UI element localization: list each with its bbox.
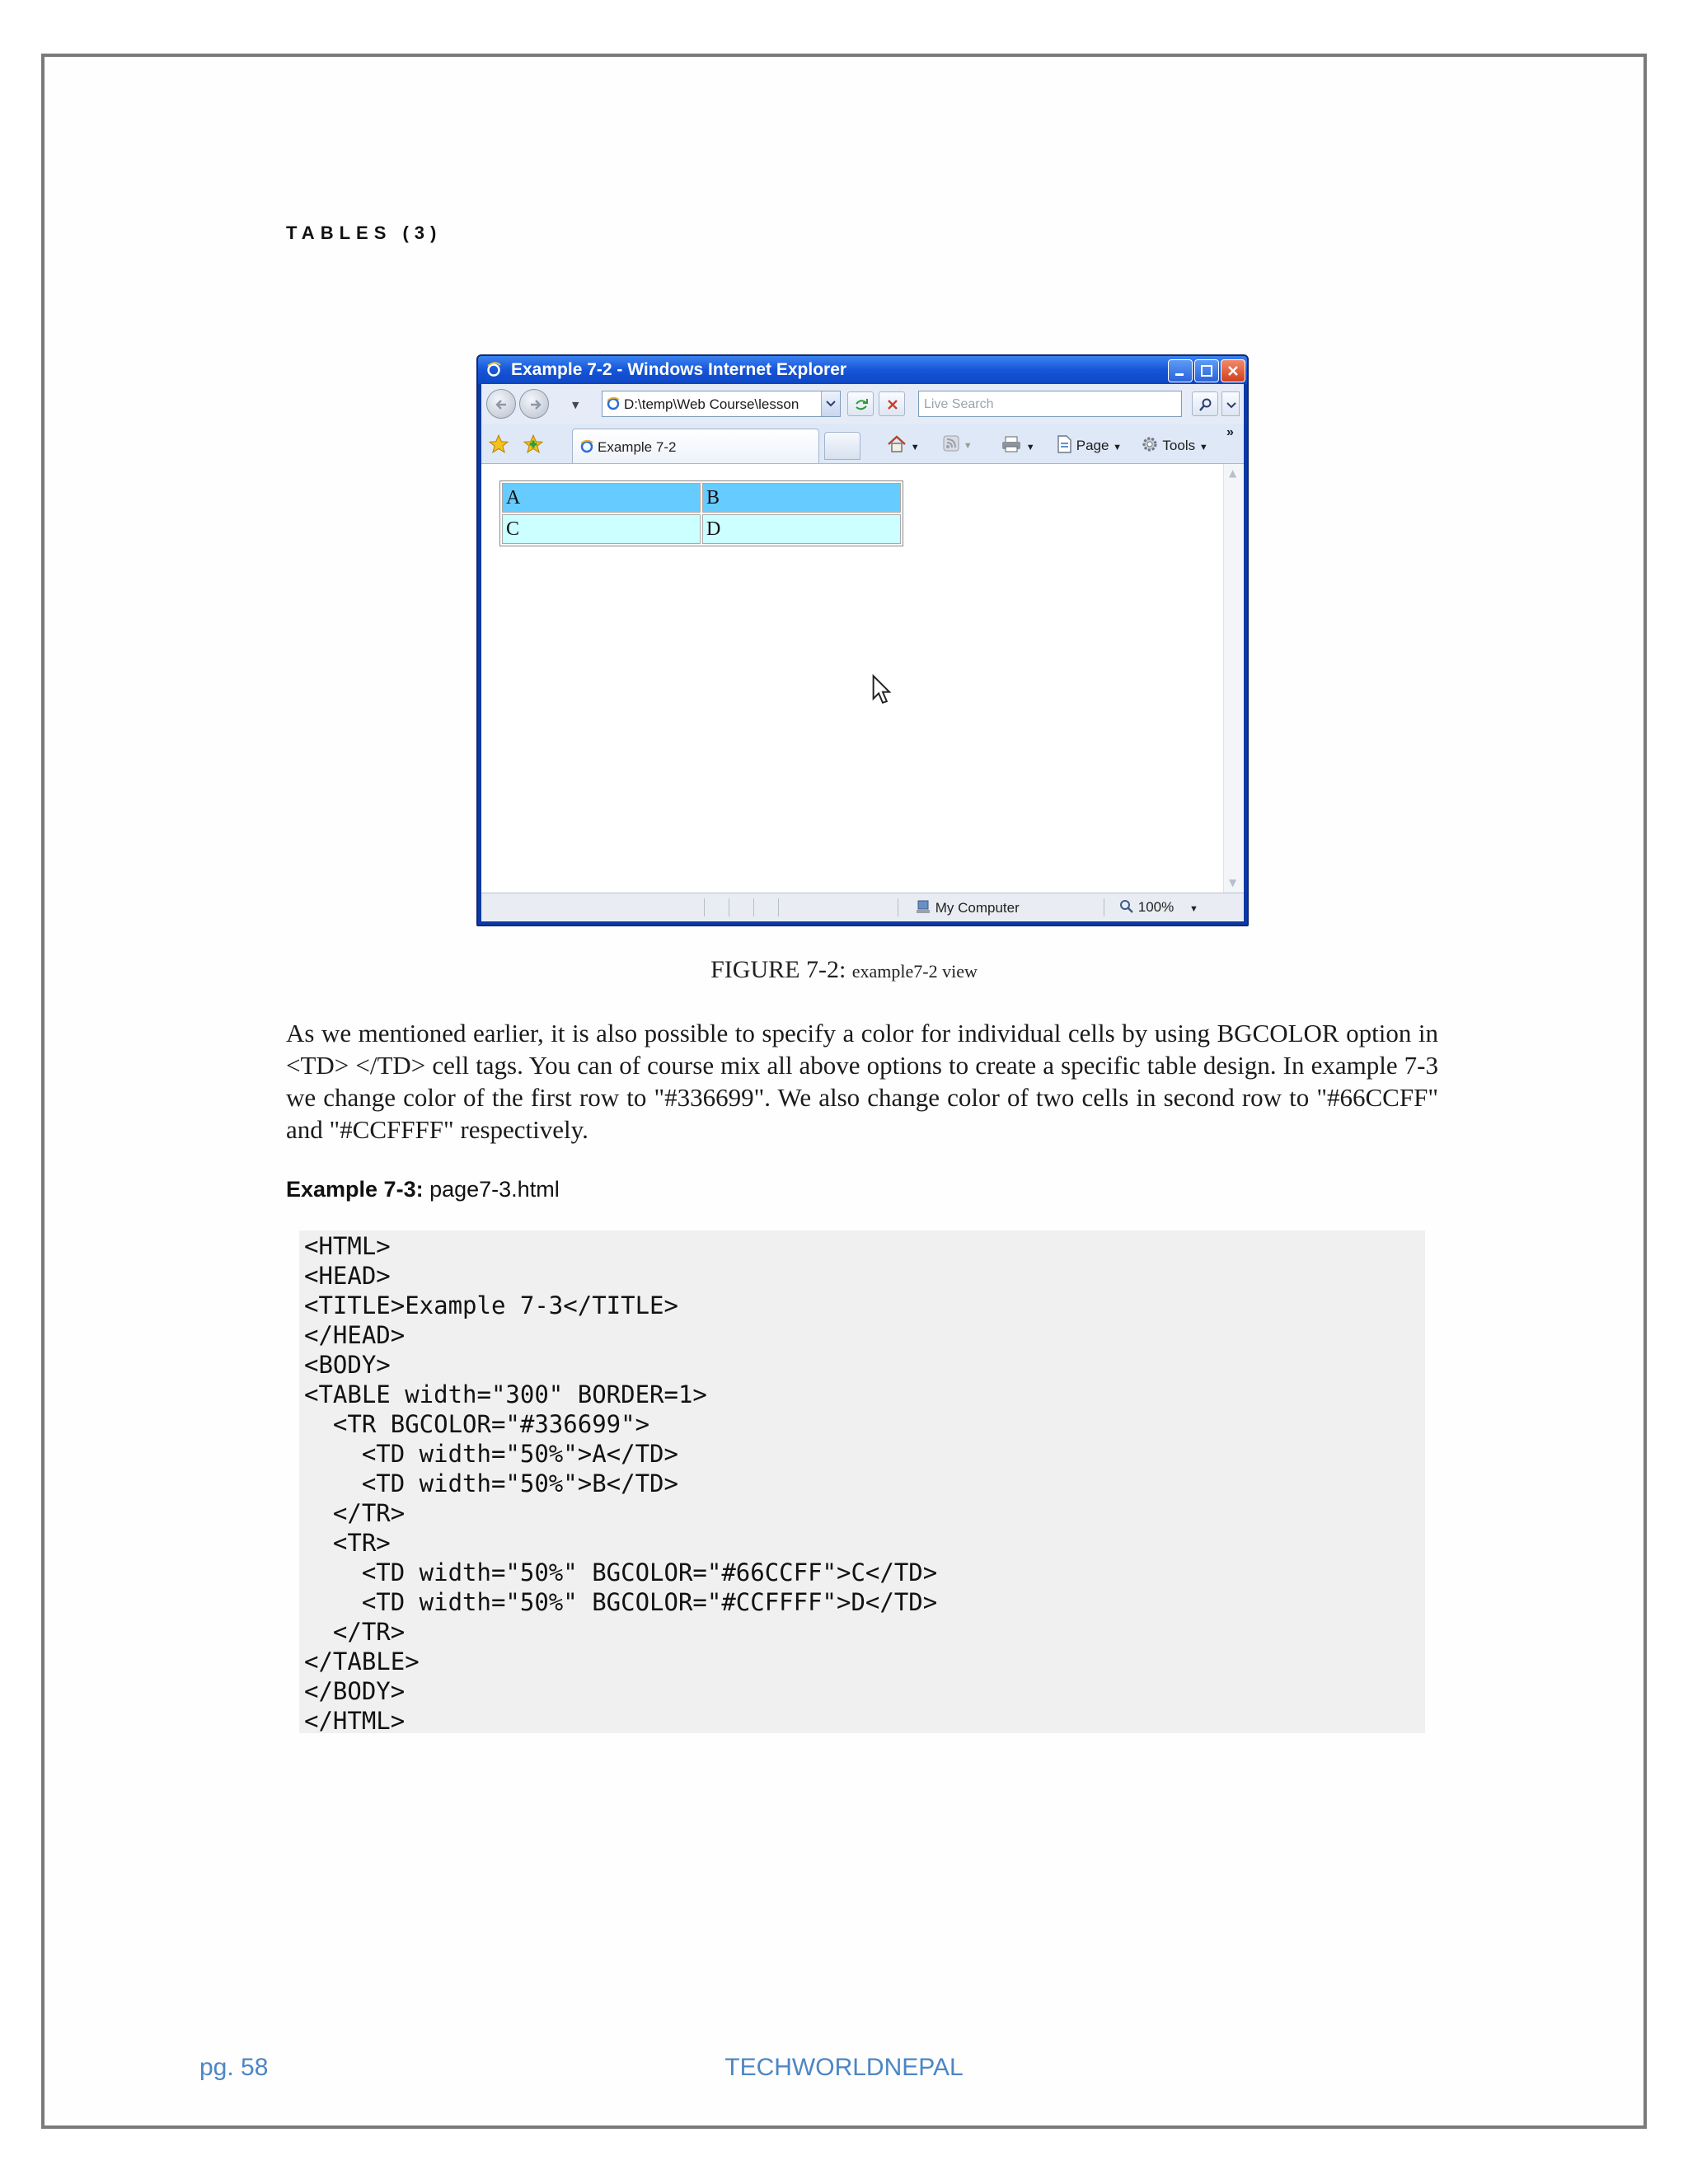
code-line: <HTML>	[304, 1232, 391, 1260]
page-number: pg. 58	[199, 2054, 269, 2081]
address-dropdown-button[interactable]	[821, 391, 840, 416]
chevron-down-icon: ▼	[1113, 443, 1123, 452]
code-line: <HEAD>	[304, 1262, 391, 1290]
code-line: </BODY>	[304, 1677, 406, 1705]
example-label: Example 7-3:	[286, 1177, 424, 1202]
search-button[interactable]	[1192, 391, 1218, 416]
table-cell: A	[502, 483, 701, 513]
minimize-button[interactable]	[1168, 359, 1193, 382]
zoom-level: 100%	[1137, 899, 1175, 915]
computer-icon	[915, 899, 931, 916]
code-line: <TD width="50%" BGCOLOR="#66CCFF">C</TD>	[304, 1558, 938, 1586]
forward-button[interactable]	[519, 389, 549, 419]
code-line: </TABLE>	[304, 1647, 420, 1675]
code-line: <TABLE width="300" BORDER=1>	[304, 1380, 707, 1408]
example-filename: page7-3.html	[429, 1177, 560, 1202]
scroll-down-icon[interactable]: ▼	[1229, 877, 1237, 888]
maximize-icon	[1200, 364, 1213, 377]
footer-brand: TECHWORLDNEPAL	[724, 2054, 964, 2081]
window-title: Example 7-2 - Windows Internet Explorer	[511, 360, 847, 379]
code-line: </HEAD>	[304, 1321, 406, 1349]
close-icon	[1226, 364, 1240, 377]
tab-label: Example 7-2	[598, 439, 677, 455]
zoom-magnifier-icon	[1119, 899, 1134, 914]
tools-menu-button[interactable]	[1141, 435, 1208, 454]
gear-icon	[1141, 435, 1159, 453]
mouse-pointer-icon	[872, 674, 893, 707]
vertical-scrollbar[interactable]	[1223, 464, 1244, 893]
chevron-down-icon	[1226, 402, 1236, 409]
live-search-input[interactable]	[918, 391, 1182, 417]
address-text: D:\temp\Web Course\lesson	[624, 396, 799, 412]
status-separator	[704, 898, 705, 916]
code-line: <TD width="50%">A</TD>	[304, 1440, 678, 1468]
command-toolbar	[481, 424, 1244, 464]
code-line: <TITLE>Example 7-3</TITLE>	[304, 1291, 678, 1319]
page-icon	[1056, 435, 1072, 453]
table-row	[502, 514, 901, 544]
scroll-up-icon[interactable]: ▲	[1229, 467, 1237, 479]
code-line: </TR>	[304, 1499, 406, 1527]
status-bar	[481, 893, 1244, 921]
more-commands-icon[interactable]: »	[1226, 425, 1234, 439]
forward-arrow-icon	[528, 397, 542, 412]
page-menu-label: Page	[1076, 438, 1109, 453]
table-cell: C	[502, 514, 701, 544]
code-line: <TR>	[304, 1529, 391, 1557]
figure-label: FIGURE 7-2:	[710, 956, 846, 983]
code-line: <TD width="50%" BGCOLOR="#CCFFFF">D</TD>	[304, 1588, 938, 1616]
add-favorites-icon[interactable]	[523, 434, 544, 455]
status-separator	[778, 898, 779, 916]
home-button[interactable]	[887, 435, 920, 454]
code-line: <TD width="50%">B</TD>	[304, 1469, 678, 1497]
page-content-area	[481, 464, 1244, 893]
chevron-down-icon	[826, 401, 836, 407]
printer-icon	[1001, 435, 1022, 453]
status-separator	[753, 898, 754, 916]
chevron-down-icon: ▼	[963, 441, 973, 451]
history-dropdown-icon[interactable]: ▼	[572, 400, 579, 410]
search-placeholder: Live Search	[924, 397, 994, 411]
body-paragraph: As we mentioned earlier, it is also possible to specify a color for individual cells by using BGCOLOR option in <TD> </TD> cell tags. You can of course mix all above options to create a specific table design. In example 7-3 we change color of the first row to "#336699". We also change color of two cells in second row to "#66CCFF" and "#CCFFFF" respectively.	[286, 1019, 1438, 1144]
favorites-star-icon[interactable]	[488, 434, 509, 455]
table-cell: B	[702, 483, 901, 513]
browser-titlebar	[478, 356, 1247, 384]
chevron-down-icon: ▼	[1198, 443, 1208, 452]
back-button[interactable]	[486, 389, 516, 419]
code-block	[299, 1230, 1425, 1733]
example-heading	[286, 1177, 560, 1202]
address-bar[interactable]	[602, 391, 841, 417]
code-line: <BODY>	[304, 1351, 391, 1379]
chevron-down-icon: ▼	[910, 443, 920, 452]
page-menu-button[interactable]	[1056, 435, 1122, 454]
new-tab-button[interactable]	[824, 432, 860, 460]
search-icon	[1198, 397, 1213, 412]
tools-menu-label: Tools	[1162, 438, 1196, 453]
code-line: </HTML>	[304, 1707, 406, 1735]
code-lines	[304, 1231, 937, 1736]
code-line: <TR BGCOLOR="#336699">	[304, 1410, 650, 1438]
code-line: </TR>	[304, 1618, 406, 1646]
refresh-icon	[854, 397, 869, 412]
browser-screenshot	[476, 354, 1249, 926]
ie-logo-icon	[485, 361, 502, 377]
feeds-button[interactable]	[943, 435, 973, 452]
stop-icon	[885, 397, 900, 412]
maximize-button[interactable]	[1194, 359, 1219, 382]
navigation-toolbar	[481, 384, 1244, 424]
page-ie-icon	[606, 396, 621, 411]
stop-button[interactable]	[879, 391, 905, 416]
minimize-icon	[1174, 364, 1187, 377]
security-zone	[915, 899, 1020, 916]
chevron-down-icon: ▼	[1189, 904, 1198, 914]
rss-feed-icon	[943, 435, 959, 452]
figure-caption	[0, 956, 1688, 984]
back-arrow-icon	[495, 397, 509, 412]
section-title: TABLES (3)	[286, 223, 443, 243]
table-row	[502, 483, 901, 513]
zone-label: My Computer	[935, 900, 1020, 916]
home-icon	[887, 435, 907, 453]
refresh-button[interactable]	[847, 391, 874, 416]
chevron-down-icon: ▼	[1025, 443, 1035, 452]
close-window-button[interactable]	[1221, 359, 1245, 382]
tab-example-7-2[interactable]	[572, 429, 819, 463]
print-button[interactable]	[1001, 435, 1035, 454]
figure-caption-text: example7-2 view	[851, 961, 978, 982]
search-options-dropdown[interactable]	[1221, 391, 1240, 416]
zoom-control[interactable]	[1119, 899, 1198, 916]
table-cell: D	[702, 514, 901, 544]
rendered-color-table	[499, 480, 903, 546]
page-ie-icon	[579, 439, 594, 454]
